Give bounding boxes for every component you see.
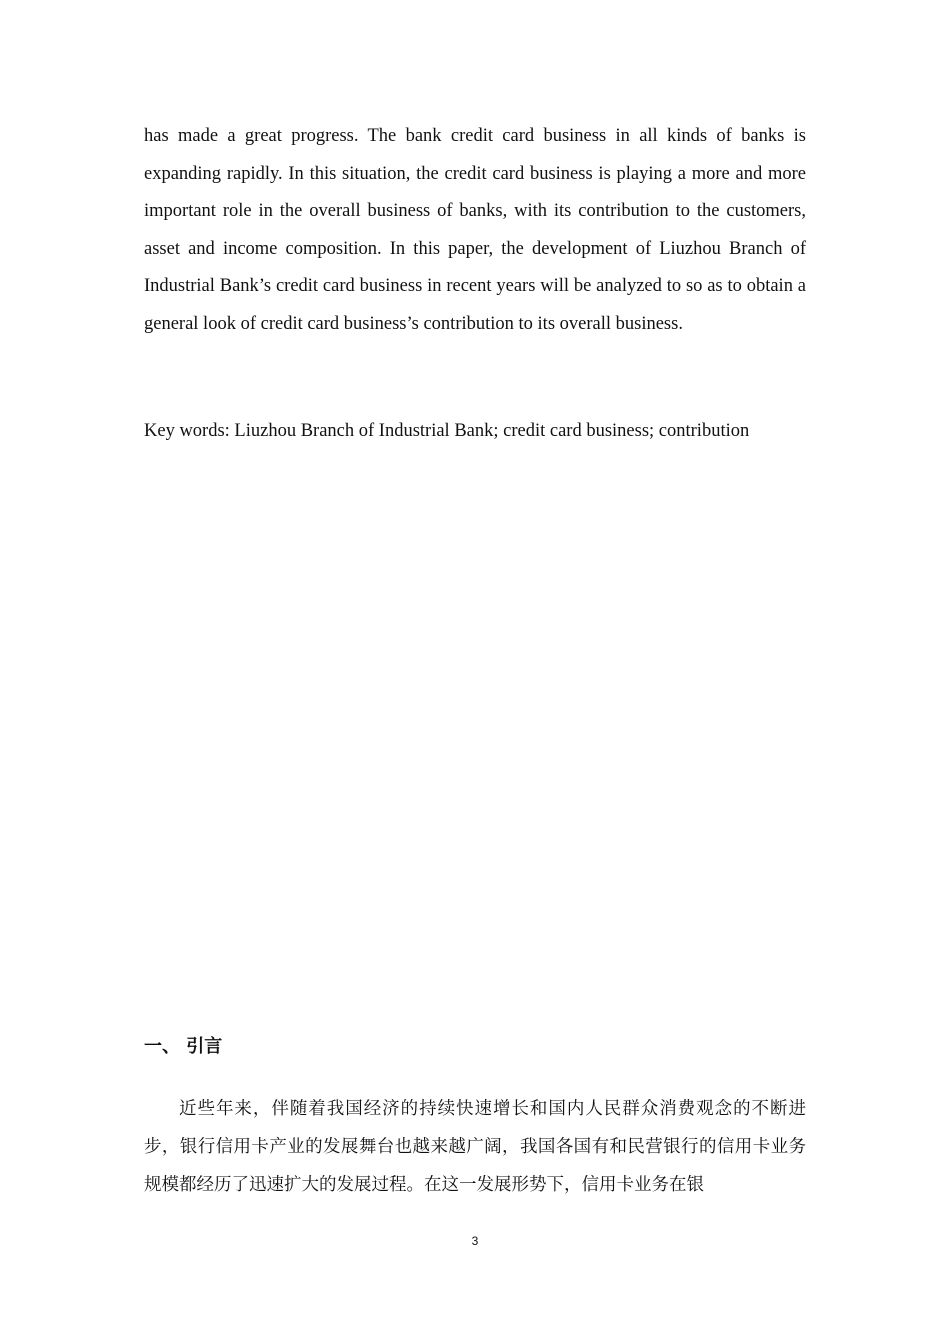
- abstract-paragraph: has made a great progress. The bank credit card business in all kinds of banks is expanding rapidly. In this situation, the credit card business is playing a more and more important role in the overall business of banks, with its contribution to the customers, asset and income composition. In this paper, the development of Liuzhou Branch of Industrial Bank’s credit card business in recent years will be analyzed to so as to obtain a general look of credit card business’s contribution to its overall business.: [144, 126, 806, 334]
- section-heading-introduction: 一、 引言: [144, 1036, 223, 1057]
- keywords-line: Key words: Liuzhou Branch of Industrial Bank; credit card business; contribution: [144, 421, 750, 441]
- page-number: 3: [471, 1234, 479, 1248]
- introduction-paragraph: 近些年来，伴随着我国经济的持续快速增长和国内人民群众消费观念的不断进步，银行信用卡产业的发展舞台也越来越广阔，我国各国有和民营银行的信用卡业务规模都经历了迅速扩大的发展过程。在这一发展形势下，信用卡业务在银: [144, 1099, 806, 1195]
